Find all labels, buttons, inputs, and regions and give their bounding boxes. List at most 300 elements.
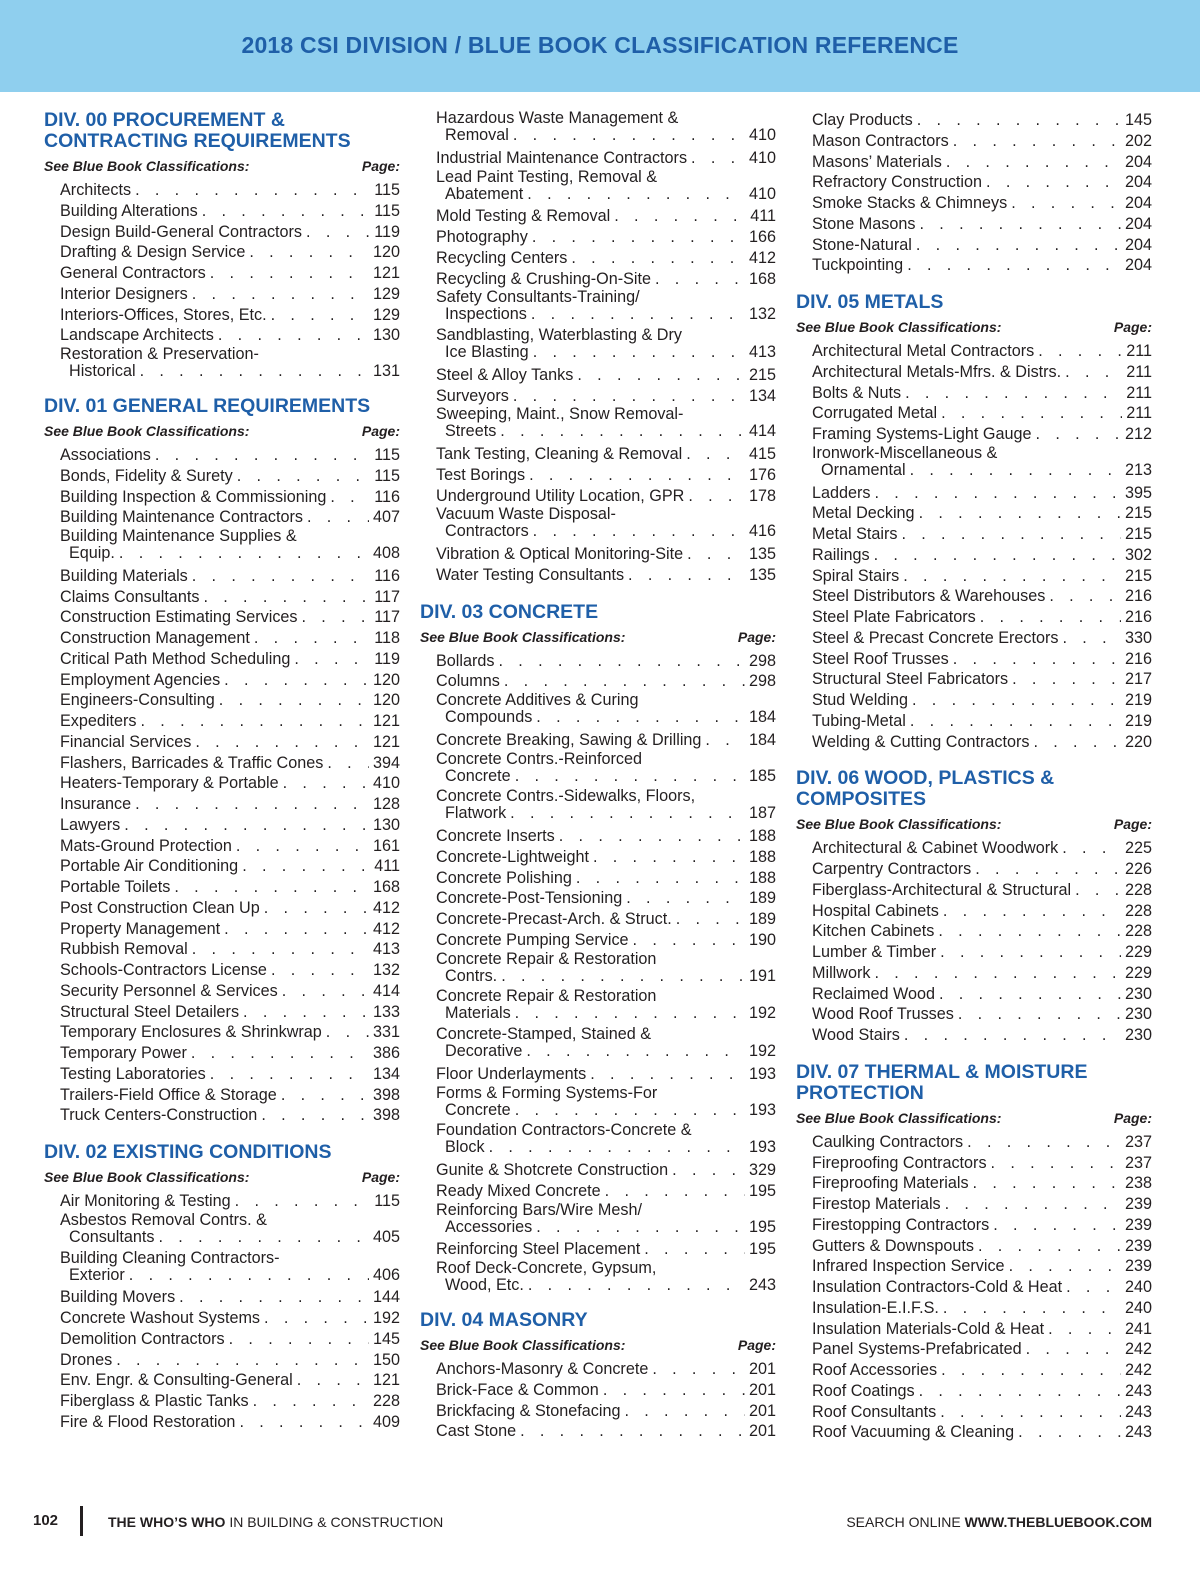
- entry-page-number: 410: [748, 148, 776, 167]
- entry-row: [60, 566, 400, 587]
- entry-page-number: 193: [748, 1138, 776, 1157]
- entry-page-number: 121: [372, 732, 400, 751]
- entry-row: [436, 423, 776, 440]
- entry-name: Rubbish Removal: [60, 940, 188, 959]
- dot-leader: [919, 1381, 1121, 1402]
- entry-page-number: 216: [1124, 587, 1152, 606]
- entry-name: Schools-Contractors License: [60, 961, 267, 979]
- classification-entry[interactable]: [60, 1043, 400, 1064]
- dot-leader: [297, 1370, 369, 1391]
- dot-leader: [916, 235, 1121, 256]
- dot-leader: [192, 284, 369, 305]
- classification-entry[interactable]: [812, 1194, 1152, 1215]
- dot-leader: [119, 545, 369, 562]
- classification-entry[interactable]: [812, 193, 1152, 214]
- entry-page-number: 398: [372, 1085, 400, 1104]
- classification-entry[interactable]: [436, 909, 776, 930]
- classification-entry[interactable]: [812, 1319, 1152, 1340]
- classification-entry[interactable]: [60, 1064, 400, 1085]
- classification-entry[interactable]: [60, 981, 400, 1002]
- classification-entry[interactable]: [60, 284, 400, 305]
- entry-page-number: 211: [1126, 383, 1152, 402]
- entry-name: Construction Management: [60, 629, 250, 647]
- classification-entry[interactable]: [60, 856, 400, 877]
- classification-header: [44, 422, 400, 440]
- classification-entry[interactable]: [812, 131, 1152, 152]
- page-column-label: Page:: [361, 1169, 400, 1185]
- entry-row: [60, 670, 400, 691]
- dot-leader: [500, 423, 745, 440]
- classification-entry[interactable]: [60, 587, 400, 608]
- entry-page-number: 226: [1124, 860, 1152, 878]
- classification-entry[interactable]: [60, 325, 400, 346]
- entry-page-number: 215: [1124, 504, 1152, 523]
- classification-entry[interactable]: [436, 227, 776, 248]
- entry-page-number: 116: [374, 566, 400, 585]
- entry-page-number: 228: [372, 1392, 400, 1410]
- entry-row: [436, 465, 776, 486]
- classification-entry[interactable]: [60, 753, 400, 774]
- entry-row: [60, 649, 400, 670]
- classification-entry[interactable]: [436, 651, 776, 672]
- classification-entry[interactable]: [812, 445, 1152, 479]
- classification-entry[interactable]: [60, 649, 400, 670]
- classification-entry[interactable]: [60, 939, 400, 960]
- entry-row: [812, 214, 1152, 235]
- classification-entry[interactable]: [436, 1239, 776, 1260]
- dot-leader: [135, 180, 370, 201]
- classification-entry[interactable]: [812, 503, 1152, 524]
- entry-row: [60, 856, 400, 877]
- classification-entry[interactable]: [436, 406, 776, 440]
- entry-name: Tuckpointing: [812, 256, 904, 275]
- classification-entry[interactable]: [60, 445, 400, 466]
- classification-entry[interactable]: [60, 773, 400, 794]
- entry-name: Lumber & Timber: [812, 943, 937, 961]
- classification-entry[interactable]: [436, 1421, 776, 1442]
- classification-entry[interactable]: [812, 732, 1152, 753]
- entry-row: [60, 607, 400, 628]
- dot-leader: [261, 1105, 369, 1126]
- classification-entry[interactable]: [812, 838, 1152, 859]
- entry-name: Concrete Repair & Restoration: [436, 949, 657, 968]
- classification-entry[interactable]: [436, 269, 776, 290]
- classification-entry[interactable]: [436, 692, 776, 726]
- classification-entry[interactable]: [812, 1402, 1152, 1423]
- entry-page-number: 192: [748, 1042, 776, 1060]
- classification-entry[interactable]: [436, 730, 776, 751]
- entry-row: [60, 545, 400, 562]
- entry-name: Steel & Alloy Tanks: [436, 365, 574, 384]
- classification-entry[interactable]: [812, 963, 1152, 984]
- dot-leader: [242, 856, 370, 877]
- classification-entry[interactable]: [60, 1105, 400, 1126]
- dot-leader: [874, 545, 1121, 566]
- dot-leader: [953, 131, 1121, 152]
- classification-entry[interactable]: [60, 487, 400, 508]
- dot-leader: [1036, 424, 1121, 445]
- classification-entry[interactable]: [436, 1359, 776, 1380]
- classification-entry[interactable]: [812, 152, 1152, 173]
- classification-entry[interactable]: [436, 327, 776, 361]
- classification-entry[interactable]: [60, 607, 400, 628]
- classification-entry[interactable]: [436, 1064, 776, 1085]
- entry-page-number: 238: [1124, 1174, 1152, 1193]
- entry-page-number: 144: [372, 1288, 400, 1307]
- entry-name: Hospital Cabinets: [812, 901, 939, 920]
- entry-page-number: 237: [1124, 1132, 1152, 1151]
- classification-entry[interactable]: [812, 1422, 1152, 1443]
- classification-entry[interactable]: [60, 242, 400, 263]
- entry-name: Security Personnel & Services: [60, 981, 278, 1000]
- classification-entry[interactable]: [436, 386, 776, 407]
- entry-row: [436, 523, 776, 540]
- classification-entry[interactable]: [812, 586, 1152, 607]
- dot-leader: [281, 1085, 369, 1106]
- entry-page-number: 131: [372, 362, 400, 380]
- classification-list: [44, 180, 400, 380]
- entry-name: Smoke Stacks & Chimneys: [812, 194, 1008, 212]
- page-column-label: Page:: [1113, 1109, 1152, 1126]
- classification-header: [44, 1168, 400, 1186]
- entry-page-number: 176: [748, 465, 776, 484]
- entry-name-continued: Equip.: [69, 544, 115, 562]
- entry-name: Floor Underlayments: [436, 1064, 587, 1083]
- entry-name: Claims Consultants: [60, 587, 200, 606]
- dot-leader: [603, 1380, 745, 1401]
- classification-entry[interactable]: [60, 1022, 400, 1043]
- entry-name: Roof Deck-Concrete, Gypsum,: [436, 1259, 657, 1277]
- classification-entry[interactable]: [436, 1181, 776, 1202]
- dot-leader: [905, 383, 1122, 404]
- dot-leader: [498, 651, 745, 672]
- dot-leader: [1065, 362, 1122, 383]
- classification-entry[interactable]: [812, 607, 1152, 628]
- classification-entry[interactable]: [60, 263, 400, 284]
- classification-entry[interactable]: [60, 528, 400, 562]
- dot-leader: [174, 877, 369, 898]
- dot-leader: [628, 565, 745, 586]
- classification-entry[interactable]: [812, 669, 1152, 690]
- dot-leader: [536, 1219, 745, 1236]
- classification-entry[interactable]: [812, 1339, 1152, 1360]
- classification-entry[interactable]: [812, 424, 1152, 445]
- entry-name: Drafting & Design Service: [60, 243, 246, 262]
- entry-name: Bollards: [436, 651, 495, 670]
- entry-name: Columns: [436, 672, 500, 691]
- entry-name-continued: Concrete: [445, 766, 511, 785]
- dot-leader: [294, 649, 370, 670]
- entry-name: Lawyers: [60, 815, 121, 834]
- classification-entry[interactable]: [436, 486, 776, 507]
- dot-leader: [526, 1043, 745, 1060]
- entry-row: [812, 110, 1152, 131]
- dot-leader: [326, 1022, 369, 1043]
- classification-entry[interactable]: [436, 444, 776, 465]
- dot-leader: [124, 815, 369, 836]
- entry-row: [812, 383, 1152, 404]
- entry-row: [812, 1277, 1152, 1298]
- classification-entry[interactable]: [436, 826, 776, 847]
- classification-entry[interactable]: [812, 1215, 1152, 1236]
- classification-entry[interactable]: [812, 524, 1152, 545]
- classification-entry[interactable]: [812, 403, 1152, 424]
- entry-page-number: 134: [748, 386, 776, 405]
- classification-entry[interactable]: [60, 1085, 400, 1106]
- page-column-label: Page:: [737, 628, 776, 645]
- classification-entry[interactable]: [436, 788, 776, 822]
- entry-name-continued: Streets: [445, 422, 497, 441]
- entry-row: [812, 586, 1152, 607]
- entry-row: [60, 711, 400, 732]
- classification-entry[interactable]: [812, 1360, 1152, 1381]
- entry-name-continued: Block: [445, 1138, 485, 1157]
- division-section: [44, 110, 400, 380]
- entry-page-number: 130: [372, 326, 400, 345]
- classification-entry[interactable]: [60, 466, 400, 487]
- entry-row: [436, 1139, 776, 1156]
- classification-entry[interactable]: [436, 110, 776, 144]
- classification-entry[interactable]: [60, 690, 400, 711]
- classification-entry[interactable]: [60, 566, 400, 587]
- entry-name: Insulation-E.I.F.S.: [812, 1298, 939, 1317]
- classification-entry[interactable]: [436, 1160, 776, 1181]
- entry-name: Critical Path Method Scheduling: [60, 649, 291, 668]
- classification-entry[interactable]: [436, 544, 776, 565]
- division-section: [796, 768, 1152, 1046]
- classification-entry[interactable]: [436, 671, 776, 692]
- page-column-label: Page:: [361, 423, 400, 439]
- entry-row: [436, 1219, 776, 1236]
- classification-entry[interactable]: [812, 1236, 1152, 1257]
- classification-entry[interactable]: [60, 1287, 400, 1308]
- entry-name-continued: Concrete: [445, 1100, 511, 1119]
- classification-entry[interactable]: [812, 362, 1152, 383]
- entry-row: [60, 587, 400, 608]
- search-online: [846, 1514, 1152, 1530]
- entry-name: Framing Systems-Light Gauge: [812, 425, 1032, 443]
- classification-entry[interactable]: [60, 180, 400, 201]
- classification-entry[interactable]: [60, 1191, 400, 1212]
- dot-leader: [945, 1194, 1121, 1215]
- dot-leader: [571, 248, 745, 269]
- classification-entry[interactable]: [60, 732, 400, 753]
- classification-entry[interactable]: [812, 628, 1152, 649]
- classification-entry[interactable]: [60, 507, 400, 528]
- dot-leader: [192, 939, 369, 960]
- classification-entry[interactable]: [812, 1298, 1152, 1319]
- classification-entry[interactable]: [812, 942, 1152, 963]
- entry-name: Bonds, Fidelity & Surety: [60, 466, 233, 485]
- classification-entry[interactable]: [60, 898, 400, 919]
- entry-page-number: 116: [374, 487, 400, 506]
- division-section: [796, 1062, 1152, 1443]
- classification-entry[interactable]: [60, 1329, 400, 1350]
- classification-entry[interactable]: [60, 960, 400, 981]
- classification-entry[interactable]: [812, 383, 1152, 404]
- classification-entry[interactable]: [60, 201, 400, 222]
- classification-entry[interactable]: [812, 901, 1152, 922]
- entry-row: [436, 565, 776, 586]
- classification-entry[interactable]: [60, 1002, 400, 1023]
- classification-entry[interactable]: [812, 1004, 1152, 1025]
- entry-page-number: 230: [1124, 1005, 1152, 1024]
- classification-entry[interactable]: [436, 289, 776, 323]
- classification-entry[interactable]: [60, 670, 400, 691]
- classification-entry[interactable]: [436, 506, 776, 540]
- classification-entry[interactable]: [812, 921, 1152, 942]
- search-url-link[interactable]: WWW.THEBLUEBOOK.COM: [964, 1514, 1152, 1530]
- classification-entry[interactable]: [436, 465, 776, 486]
- classification-entry[interactable]: [436, 1380, 776, 1401]
- classification-entry[interactable]: [812, 859, 1152, 880]
- entry-row: [812, 880, 1152, 901]
- classification-entry[interactable]: [60, 919, 400, 940]
- classification-entry[interactable]: [436, 206, 776, 227]
- entry-name: Gutters & Downspouts: [812, 1236, 974, 1255]
- search-label: SEARCH ONLINE: [846, 1514, 965, 1530]
- classification-entry[interactable]: [436, 169, 776, 203]
- classification-entry[interactable]: [812, 110, 1152, 131]
- classification-entry[interactable]: [436, 888, 776, 909]
- classification-header: [796, 318, 1152, 336]
- entry-page-number: 228: [1124, 880, 1152, 899]
- classification-entry[interactable]: [60, 222, 400, 243]
- classification-entry[interactable]: [60, 1370, 400, 1391]
- classification-entry[interactable]: [812, 235, 1152, 256]
- classification-entry[interactable]: [60, 628, 400, 649]
- classification-entry[interactable]: [812, 880, 1152, 901]
- classification-entry[interactable]: [812, 1256, 1152, 1277]
- entry-page-number: 115: [374, 1192, 400, 1210]
- classification-entry[interactable]: [812, 1132, 1152, 1153]
- classification-entry[interactable]: [436, 365, 776, 386]
- entry-row: [436, 269, 776, 290]
- classification-entry[interactable]: [812, 1381, 1152, 1402]
- classification-entry[interactable]: [436, 248, 776, 269]
- entry-page-number: 412: [748, 248, 776, 267]
- classification-entry[interactable]: [60, 815, 400, 836]
- classification-entry[interactable]: [60, 1308, 400, 1329]
- entry-name-continued: Flatwork: [445, 804, 507, 823]
- classification-entry[interactable]: [436, 1026, 776, 1060]
- classification-entry[interactable]: [436, 565, 776, 586]
- entry-row: [60, 877, 400, 898]
- classification-entry[interactable]: [812, 649, 1152, 670]
- entry-name: Underground Utility Location, GPR: [436, 486, 685, 505]
- classification-entry[interactable]: [60, 794, 400, 815]
- classification-entry[interactable]: [436, 1260, 776, 1294]
- entry-page-number: 212: [1124, 425, 1152, 443]
- classification-entry[interactable]: [812, 1277, 1152, 1298]
- classification-entry[interactable]: [60, 305, 400, 326]
- classification-entry[interactable]: [812, 690, 1152, 711]
- dot-leader: [264, 898, 369, 919]
- classification-label: See Blue Book Classifications:: [44, 1169, 250, 1185]
- dot-leader: [129, 1267, 369, 1284]
- entry-page-number: 120: [372, 243, 400, 262]
- classification-entry[interactable]: [812, 341, 1152, 362]
- classification-list: [796, 838, 1152, 1046]
- classification-entry[interactable]: [812, 984, 1152, 1005]
- entry-page-number: 204: [1124, 214, 1152, 233]
- entry-page-number: 408: [372, 544, 400, 562]
- classification-entry[interactable]: [60, 877, 400, 898]
- entry-page-number: 302: [1124, 545, 1152, 564]
- classification-entry[interactable]: [436, 847, 776, 868]
- entry-page-number: 201: [748, 1380, 776, 1399]
- classification-entry[interactable]: [436, 951, 776, 985]
- classification-entry[interactable]: [436, 148, 776, 169]
- entry-name: Masons’ Materials: [812, 152, 942, 171]
- entry-row: [812, 669, 1152, 690]
- column-1: [44, 110, 400, 1449]
- classification-entry[interactable]: [812, 566, 1152, 587]
- entry-page-number: 217: [1124, 670, 1152, 689]
- classification-entry[interactable]: [60, 1250, 400, 1284]
- classification-entry[interactable]: [812, 214, 1152, 235]
- entry-page-number: 330: [1124, 628, 1152, 647]
- classification-entry[interactable]: [812, 255, 1152, 276]
- classification-entry[interactable]: [436, 1401, 776, 1422]
- classification-entry[interactable]: [436, 868, 776, 889]
- entry-page-number: 239: [1124, 1215, 1152, 1234]
- classification-entry[interactable]: [436, 1085, 776, 1119]
- classification-entry[interactable]: [436, 1122, 776, 1156]
- classification-entry[interactable]: [436, 751, 776, 785]
- entry-page-number: 129: [372, 305, 400, 324]
- entry-name: Corrugated Metal: [812, 404, 938, 423]
- entry-name: Cast Stone: [436, 1422, 517, 1441]
- classification-entry[interactable]: [60, 1412, 400, 1433]
- classification-entry[interactable]: [60, 1391, 400, 1412]
- entry-row: [436, 1043, 776, 1060]
- classification-entry[interactable]: [60, 711, 400, 732]
- entry-page-number: 242: [1124, 1361, 1152, 1379]
- entry-page-number: 204: [1124, 194, 1152, 212]
- classification-entry[interactable]: [60, 836, 400, 857]
- entry-name: Building Maintenance Contractors: [60, 508, 303, 527]
- classification-entry[interactable]: [812, 172, 1152, 193]
- dot-leader: [975, 859, 1121, 880]
- classification-entry[interactable]: [812, 1153, 1152, 1174]
- entry-name: Welding & Cutting Contractors: [812, 732, 1030, 751]
- division-title: DIV. 04 MASONRY: [420, 1309, 588, 1331]
- entry-name: Foundation Contractors-Concrete &: [436, 1121, 692, 1140]
- classification-entry[interactable]: [812, 711, 1152, 732]
- entry-name: Steel Distributors & Warehouses: [812, 587, 1046, 606]
- classification-entry[interactable]: [812, 1025, 1152, 1046]
- entry-row: [60, 507, 400, 528]
- dot-leader: [953, 649, 1121, 670]
- entry-name: Industrial Maintenance Contractors: [436, 148, 688, 167]
- classification-entry[interactable]: [60, 1350, 400, 1371]
- classification-entry[interactable]: [812, 1173, 1152, 1194]
- classification-entry[interactable]: [436, 930, 776, 951]
- classification-entry[interactable]: [812, 545, 1152, 566]
- classification-entry[interactable]: [60, 1212, 400, 1246]
- classification-entry[interactable]: [436, 988, 776, 1022]
- entry-page-number: 195: [748, 1217, 776, 1236]
- classification-entry[interactable]: [60, 346, 400, 380]
- entry-name: Restoration & Preservation-: [60, 345, 259, 363]
- classification-entry[interactable]: [436, 1202, 776, 1236]
- entry-name: Testing Laboratories: [60, 1064, 206, 1083]
- classification-entry[interactable]: [812, 483, 1152, 504]
- entry-page-number: 215: [748, 365, 776, 384]
- entry-row: [812, 1402, 1152, 1423]
- dot-leader: [938, 921, 1121, 942]
